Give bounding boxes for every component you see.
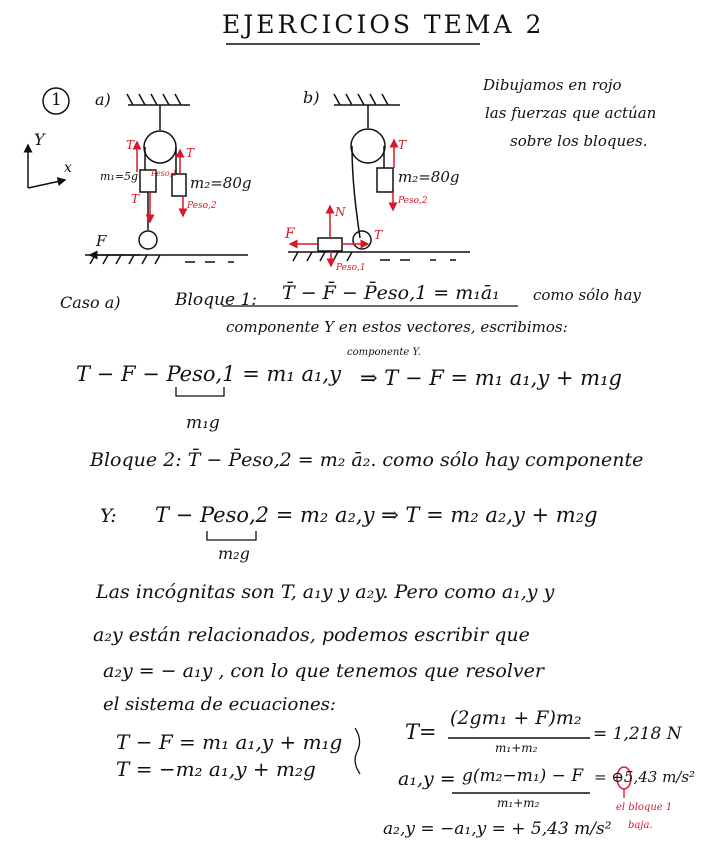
eq1-annotation: componente Y.: [347, 347, 421, 358]
axis-y-label: Y: [34, 130, 45, 149]
underbrace-peso2: [207, 531, 256, 540]
exercise-number: 1: [51, 90, 62, 110]
a2-result-line: a₂,y = −a₁,y = + 5,43 m/s²: [383, 819, 612, 839]
text-line-3: a₂y = − a₁y , con lo que tenemos que resolver: [103, 660, 544, 682]
a1-numerator: g(m₂−m₁) − F: [462, 766, 584, 786]
b-F-label: F: [285, 226, 295, 242]
page-title: EJERCICIOS TEMA 2: [222, 10, 545, 39]
underbrace-peso1: [176, 387, 224, 396]
a-F-label: F: [96, 232, 107, 250]
note-line-2: las fuerzas que actúan: [485, 104, 657, 122]
a-peso2: Peso,2: [187, 201, 217, 211]
b-peso1: Peso,1: [336, 263, 366, 273]
y-label: Y:: [100, 505, 117, 527]
b-T-right: T: [398, 138, 407, 152]
text-line-2: a₂y están relacionados, podemos escribir que: [93, 624, 530, 646]
T-lhs: T=: [405, 720, 437, 744]
a1-lhs: a₁,y =: [398, 768, 456, 790]
bloque1-note-2: componente Y en estos vectores, escribimos:: [226, 318, 568, 336]
eq2-underbrace-label: m₂g: [218, 544, 250, 563]
label-a: a): [95, 90, 111, 109]
a1-result: = ⊖5,43 m/s²: [594, 768, 696, 786]
axis-x-label: x: [64, 160, 72, 176]
text-line-1: Las incógnitas son T, a₁y y a₂y. Pero como a₁,y y: [96, 581, 555, 603]
system-eq-2: T = −m₂ a₁,y + m₂g: [116, 757, 316, 781]
T-result: = 1,218 N: [593, 724, 682, 744]
eq1-right: ⇒ T − F = m₁ a₁,y + m₁g: [360, 366, 622, 390]
eq1-underbrace-label: m₁g: [186, 413, 220, 433]
a1-denominator: m₁+m₂: [497, 796, 540, 810]
T-denominator: m₁+m₂: [495, 741, 538, 755]
axes-icon: [28, 145, 65, 188]
b-peso2: Peso,2: [398, 196, 428, 206]
bloque2-line: Bloque 2: T̄ − P̄eso,2 = m₂ ā₂. como sólo hay componente: [90, 449, 644, 471]
b-T-block: T: [374, 228, 383, 242]
system-eq-1: T − F = m₁ a₁,y + m₁g: [116, 730, 343, 754]
note-line-1: Dibujamos en rojo: [483, 76, 622, 94]
b-N-label: N: [335, 205, 346, 219]
a1-note-2: baja.: [628, 820, 653, 831]
eq2: T − Peso,2 = m₂ a₂,y ⇒ T = m₂ a₂,y + m₂g: [155, 503, 598, 527]
bloque1-vector-eq: T̄ − F̄ − P̄eso,1 = m₁ā₁: [282, 282, 500, 304]
a-peso1: Peso,1: [151, 169, 178, 178]
text-line-4: el sistema de ecuaciones:: [103, 694, 336, 715]
a-T-right: T: [186, 146, 195, 160]
a1-note-1: el bloque 1: [616, 802, 673, 813]
note-line-3: sobre los bloques.: [510, 132, 648, 150]
bloque1-label: Bloque 1:: [175, 290, 258, 310]
bloque1-note-1: como sólo hay: [533, 286, 641, 304]
eq1-left: T − F − Peso,1 = m₁ a₁,y: [76, 362, 341, 386]
a-T-below: T: [131, 192, 140, 206]
a-m2-label: m₂=80g: [190, 174, 252, 192]
caso-a-label: Caso a): [60, 293, 121, 312]
a-m1-label: m₁=5g: [100, 170, 139, 183]
label-b: b): [303, 88, 320, 107]
b-m2-label: m₂=80g: [398, 168, 460, 186]
system-brace: [355, 728, 360, 774]
a-T-left: T: [126, 138, 135, 152]
T-numerator: (2gm₁ + F)m₂: [450, 707, 582, 729]
